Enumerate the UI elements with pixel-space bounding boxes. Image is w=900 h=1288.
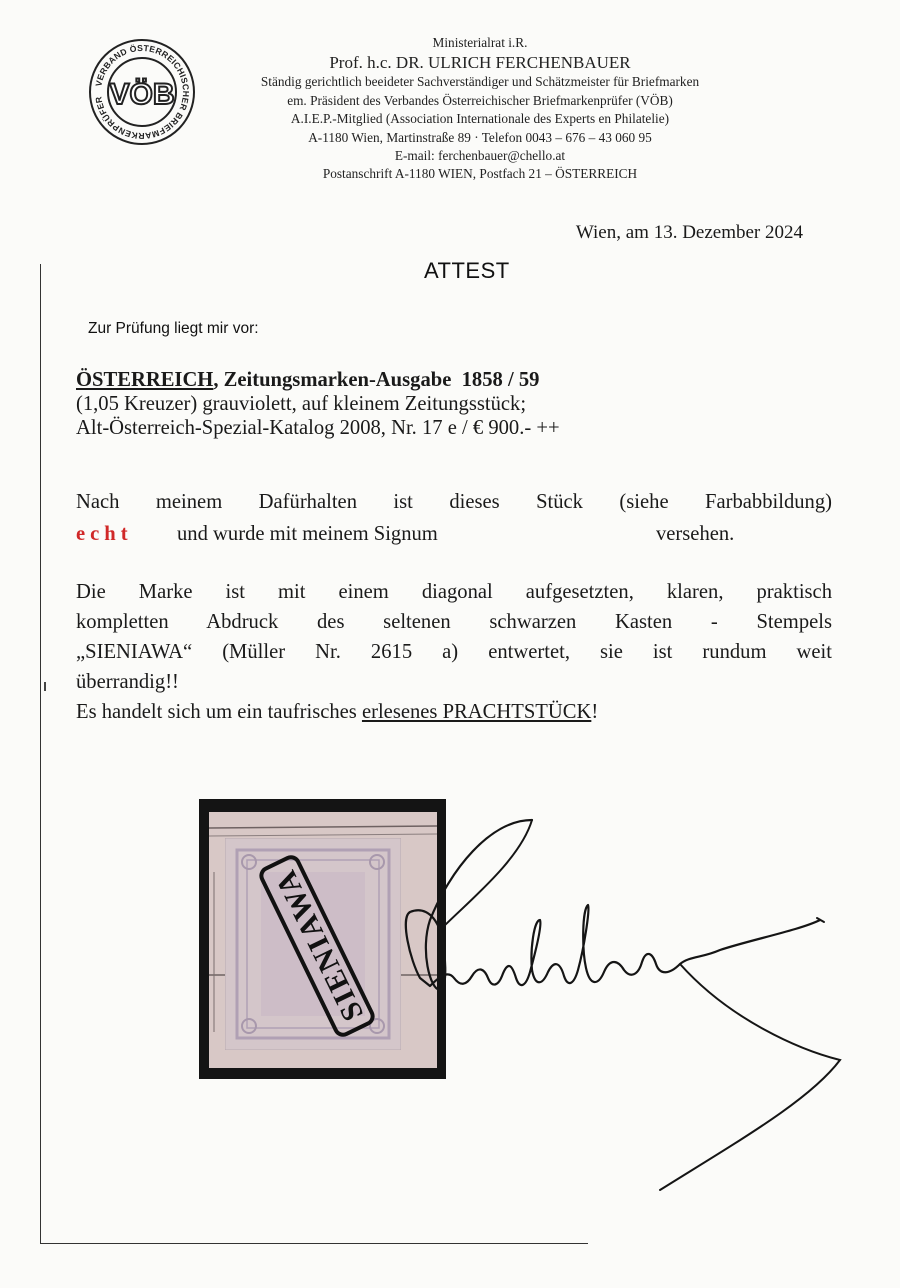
subject-intro: Zur Prüfung liegt mir vor: <box>88 320 259 337</box>
condition-line-1: Die Marke ist mit einem diagonal aufgesetzten, klaren, praktisch <box>76 581 832 603</box>
prachtstueck-text: erlesenes PRACHTSTÜCK <box>361 701 592 723</box>
item-issue: , Zeitungsmarken-Ausgabe 1858 / 59 <box>213 369 540 391</box>
qualification-line: Ständig gerichtlich beeideter Sachverständiger und Schätzmeister für Briefmarken <box>260 74 700 90</box>
verdict-result-line <box>76 519 832 550</box>
condition-line-4: überrandig!! <box>76 671 179 693</box>
rank: Ministerialrat i.R. <box>432 35 528 50</box>
condition-description <box>76 577 832 727</box>
signum-text: und wurde mit meinem Signum <box>177 522 438 545</box>
expert-name: Prof. h.c. DR. ULRICH FERCHENBAUER <box>329 53 631 73</box>
verdict <box>76 487 832 550</box>
email-line: E-mail: ferchenbauer@chello.at <box>394 148 566 164</box>
genuine-label: echt <box>76 522 133 545</box>
condition-line-3: „SIENIAWA“ (Müller Nr. 2615 a) entwertet, sie ist rundum weit <box>76 641 832 663</box>
expert-signature <box>380 800 860 1200</box>
item-heading <box>76 368 836 392</box>
voeb-logo <box>88 38 196 146</box>
margin-tick <box>44 682 46 691</box>
item-description <box>76 368 836 441</box>
stamp <box>225 838 401 1050</box>
certificate-title: ATTEST <box>424 258 510 283</box>
condition-line-2: kompletten Abdruck des seltenen schwarzen Kasten - Stempels <box>76 611 832 633</box>
president-line: em. Präsident des Verbandes Österreichischer Briefmarkenprüfer (VÖB) <box>287 92 673 108</box>
item-country: ÖSTERREICH <box>76 369 214 391</box>
bottom-rule <box>40 1243 588 1244</box>
versehen-text: versehen. <box>656 522 735 545</box>
postal-line: Postanschrift A-1180 WIEN, Postfach 21 – ÖSTERREICH <box>322 166 638 182</box>
logo-text: VÖB <box>109 78 175 111</box>
aiep-line: A.I.E.P.-Mitglied (Association Internationale des Experts en Philatelie) <box>290 111 670 127</box>
cancel-text: SIENIAWA <box>268 863 371 1027</box>
logo-ring-text: VERBAND ÖSTERREICHISCHER BRIEFMARKENPRÜFER <box>93 42 192 142</box>
conclusion-text: Es handelt sich um ein taufrisches <box>76 701 362 723</box>
conclusion-line <box>76 697 832 727</box>
item-value-line: (1,05 Kreuzer) grauviolett, auf kleinem Zeitungsstück; <box>76 393 527 416</box>
conclusion-end: ! <box>591 701 599 723</box>
address-line: A-1180 Wien, Martinstraße 89 · Telefon 0043 – 676 – 43 060 95 <box>308 129 652 145</box>
letterhead <box>200 34 760 184</box>
margin-rule <box>40 264 41 1244</box>
verdict-line: Nach meinem Dafürhalten ist dieses Stück (siehe Farbabbildung) <box>76 491 832 513</box>
certificate-date: Wien, am 13. Dezember 2024 <box>575 222 803 243</box>
item-catalog-line: Alt-Österreich-Spezial-Katalog 2008, Nr. 17 e / € 900.- ++ <box>76 417 560 440</box>
